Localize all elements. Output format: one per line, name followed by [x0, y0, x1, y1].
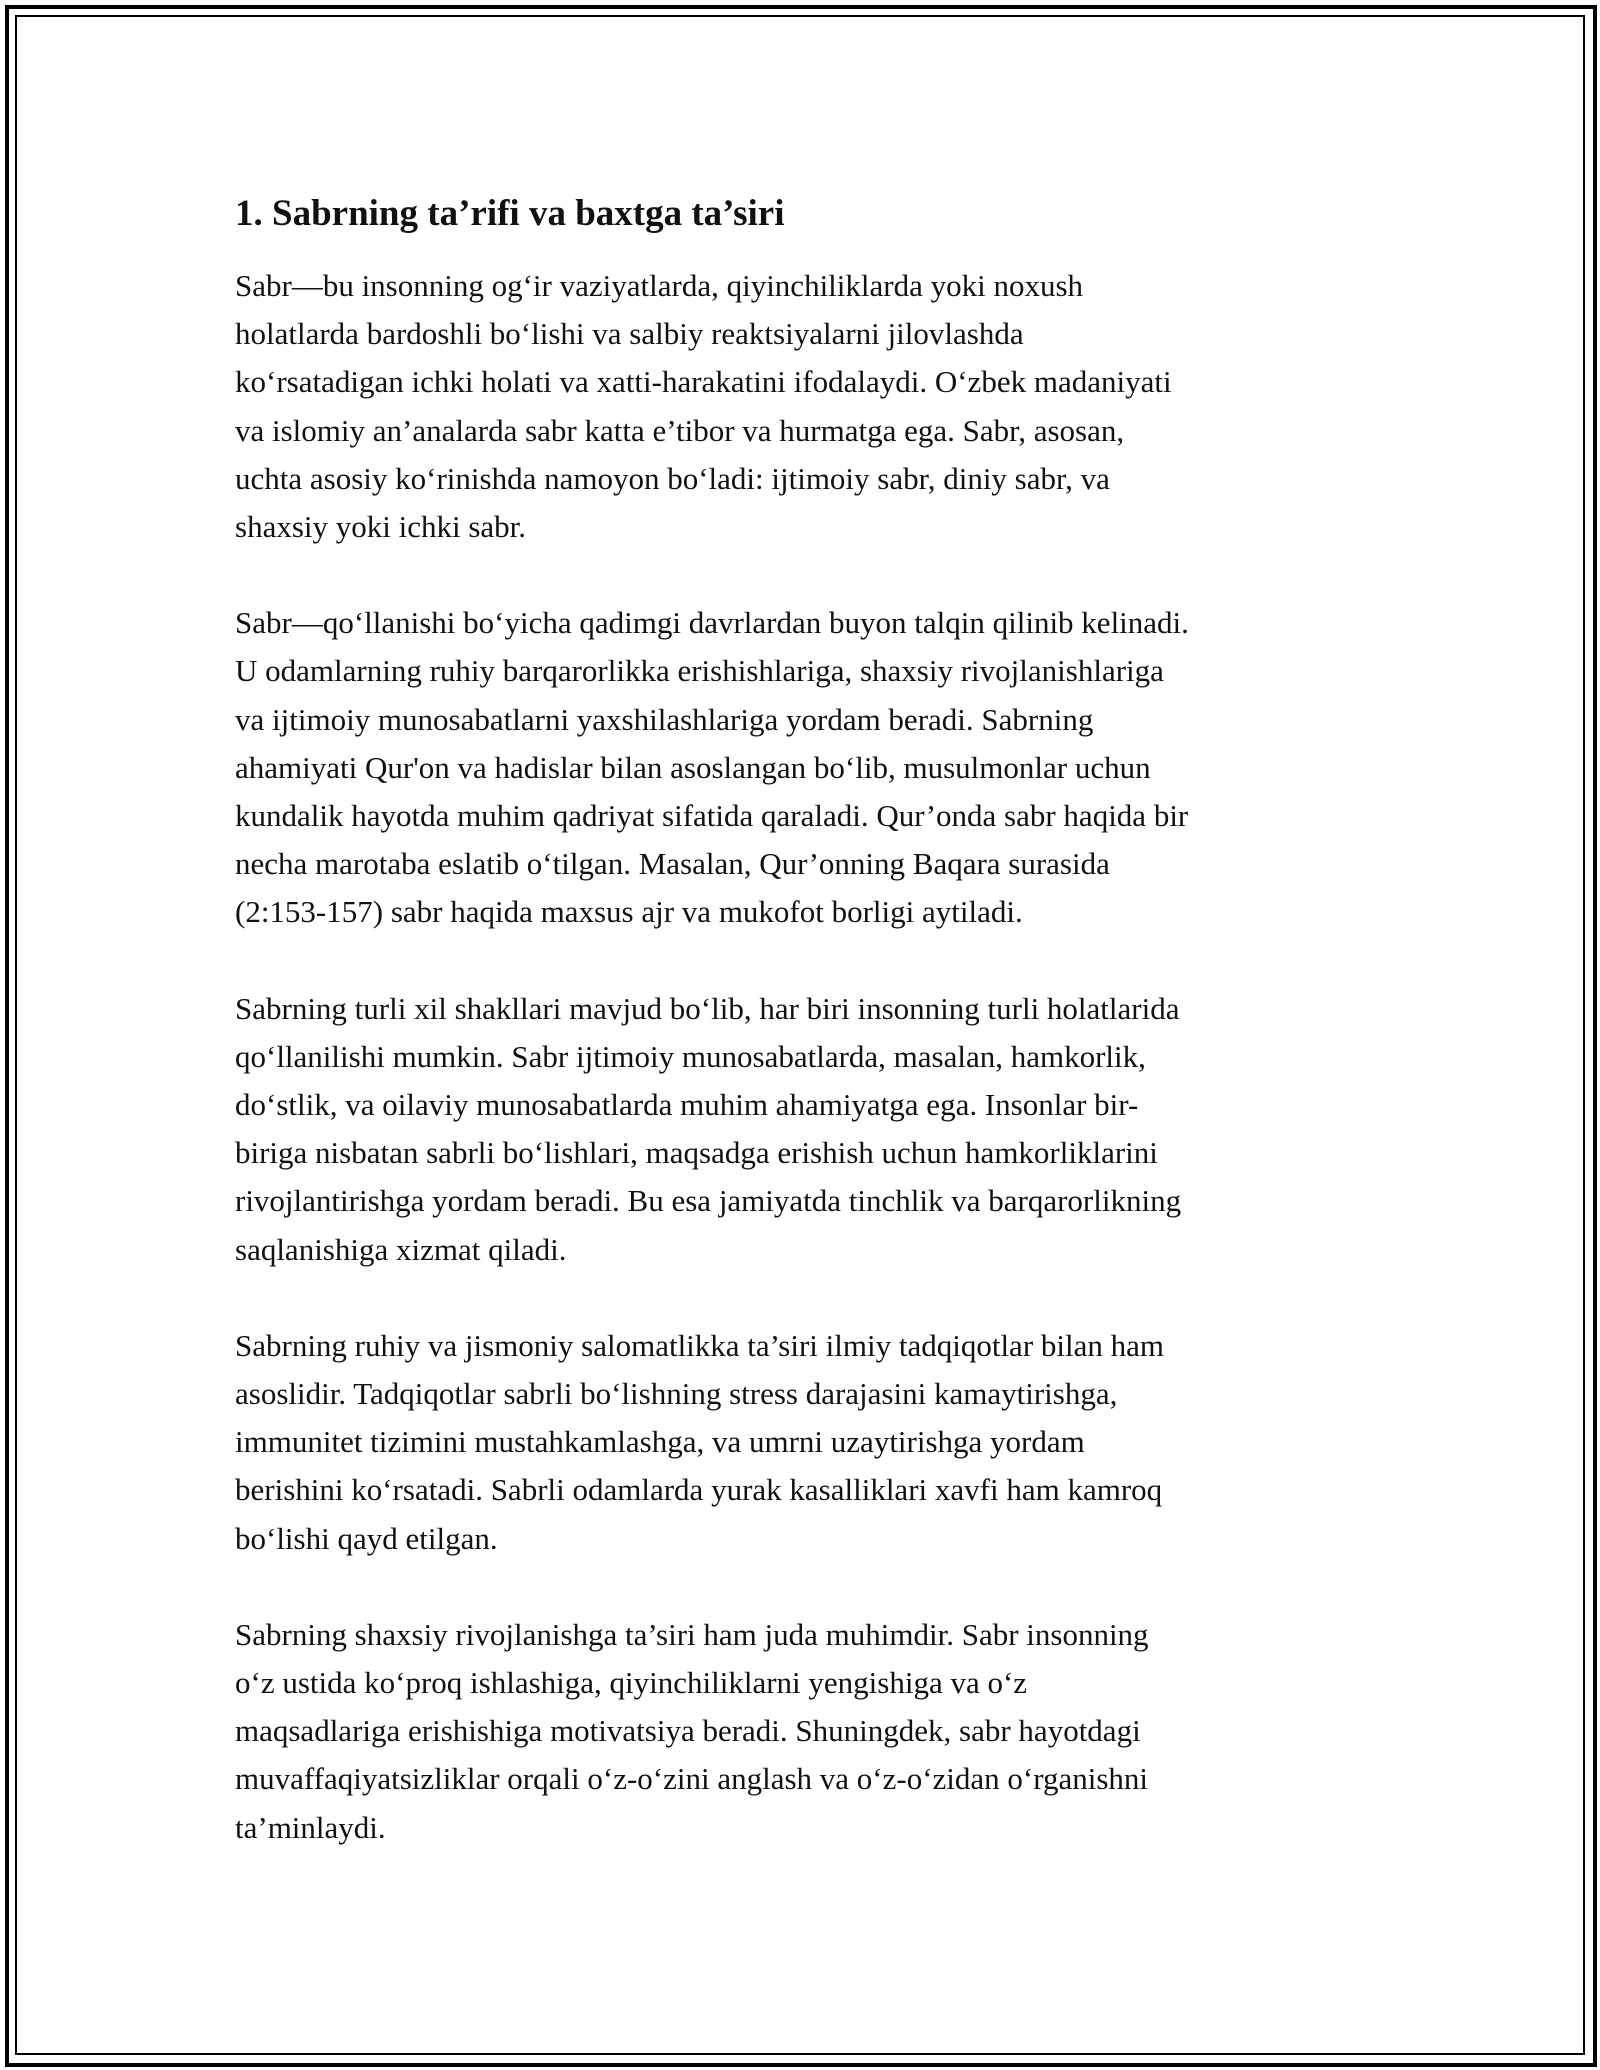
text-line: muvaffaqiyatsizliklar orqali o‘z-o‘zini anglash va o‘z-o‘zidan o‘rganishni: [235, 1761, 1149, 1797]
text-line: Sabr—bu insonning og‘ir vaziyatlarda, qiyinchiliklarda yoki noxush: [235, 268, 1084, 303]
text-line: bo‘lishi qayd etilgan.: [235, 1520, 498, 1556]
text-line: ahamiyati Qur'on va hadislar bilan asoslangan bo‘lib, musulmonlar uchun: [235, 749, 1151, 785]
text-line: maqsadlariga erishishiga motivatsiya beradi. Shuningdek, sabr hayotdagi: [235, 1713, 1141, 1749]
paragraph-3: [235, 985, 1370, 1274]
text-line: (2:153-157) sabr haqida maxsus ajr va mukofot borligi aytiladi.: [235, 894, 1023, 930]
text-line: ta’minlaydi.: [235, 1809, 386, 1845]
paragraph-5: [235, 1611, 1370, 1852]
text-line: va ijtimoiy munosabatlarni yaxshilashlariga yordam beradi. Sabrning: [235, 701, 1094, 737]
text-line: o‘z ustida ko‘proq ishlashiga, qiyinchiliklarni yengishiga va o‘z: [235, 1665, 1028, 1701]
section-title: 1. Sabrning ta’rifi va baxtga ta’siri: [235, 193, 785, 234]
text-line: U odamlarning ruhiy barqarorlikka erishishlariga, shaxsiy rivojlanishlariga: [235, 653, 1164, 689]
text-line: biriga nisbatan sabrli bo‘lishlari, maqsadga erishish uchun hamkorliklarini: [235, 1135, 1158, 1171]
text-line: necha marotaba eslatib o‘tilgan. Masalan, Qur’onning Baqara surasida: [235, 846, 1110, 882]
text-line: Sabrning ruhiy va jismoniy salomatlikka ta’siri ilmiy tadqiqotlar bilan ham: [235, 1327, 1165, 1363]
text-line: do‘stlik, va oilaviy munosabatlarda muhim ahamiyatga ega. Insonlar bir-: [235, 1087, 1139, 1123]
text-line: Sabr—qo‘llanishi bo‘yicha qadimgi davrlardan buyon talqin qilinib kelinadi.: [235, 605, 1189, 641]
text-line: qo‘llanilishi mumkin. Sabr ijtimoiy munosabatlarda, masalan, hamkorlik,: [235, 1038, 1146, 1074]
paragraph-1: [235, 262, 1370, 551]
text-line: holatlarda bardoshli bo‘lishi va salbiy reaktsiyalarni jilovlashda: [235, 316, 1024, 352]
text-line: rivojlantirishga yordam beradi. Bu esa jamiyatda tinchlik va barqarorlikning: [235, 1183, 1182, 1219]
text-line: saqlanishiga xizmat qiladi.: [235, 1231, 567, 1267]
text-line: shaxsiy yoki ichki sabr.: [235, 509, 527, 545]
text-line: ko‘rsatadigan ichki holati va xatti-harakatini ifodalaydi. O‘zbek madaniyati: [235, 364, 1172, 400]
text-line: immunitet tizimini mustahkamlashga, va umrni uzaytirishga yordam: [235, 1424, 1085, 1460]
text-line: kundalik hayotda muhim qadriyat sifatida qaraladi. Qur’onda sabr haqida bir: [235, 798, 1189, 834]
text-line: Sabrning shaxsiy rivojlanishga ta’siri ham juda muhimdir. Sabr insonning: [235, 1616, 1149, 1652]
text-line: asoslidir. Tadqiqotlar sabrli bo‘lishning stress darajasini kamaytirishga,: [235, 1376, 1118, 1412]
text-line: uchta asosiy ko‘rinishda namoyon bo‘ladi: ijtimoiy sabr, diniy sabr, va: [235, 460, 1110, 496]
text-line: berishini ko‘rsatadi. Sabrli odamlarda yurak kasalliklari xavfi ham kamroq: [235, 1472, 1163, 1508]
paragraph-2: [235, 599, 1370, 936]
text-line: va islomiy an’analarda sabr katta e’tibor va hurmatga ega. Sabr, asosan,: [235, 412, 1125, 448]
document-body: [235, 184, 1370, 1900]
text-line: Sabrning turli xil shakllari mavjud bo‘lib, har biri insonning turli holatlarida: [235, 990, 1180, 1026]
paragraph-4: [235, 1322, 1370, 1563]
